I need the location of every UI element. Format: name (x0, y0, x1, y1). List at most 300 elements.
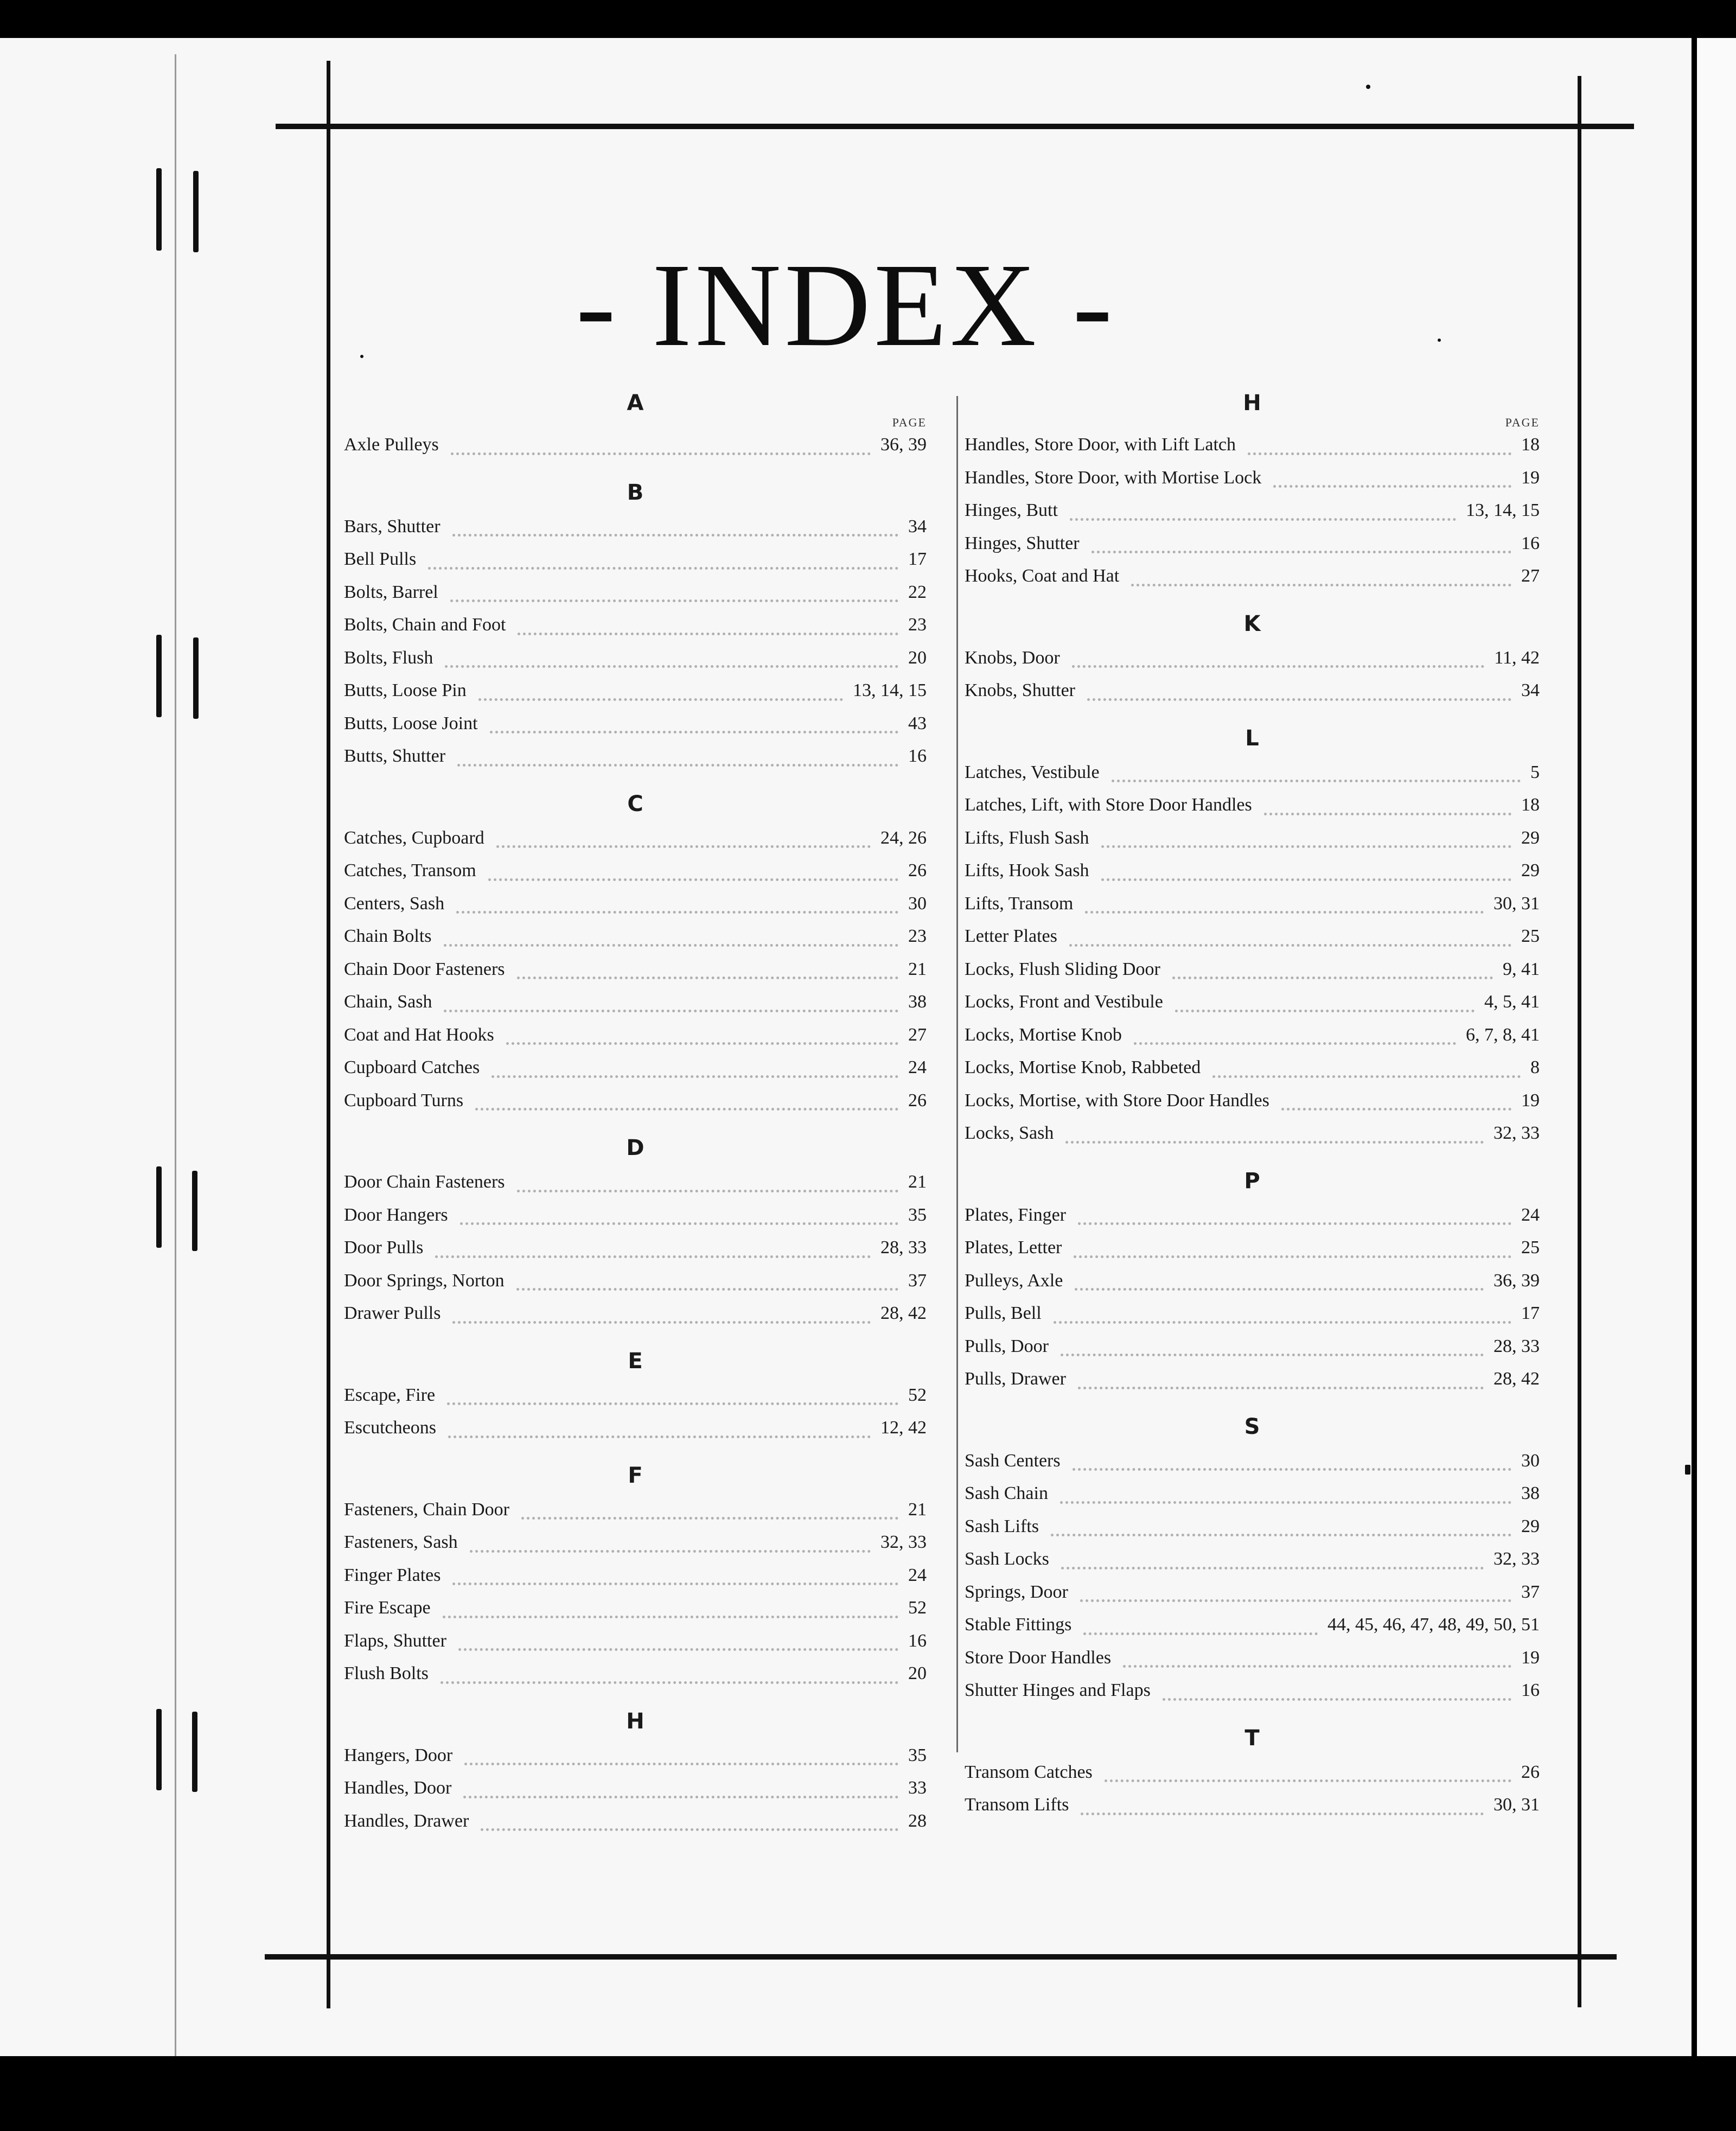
entry-page-number: 28 (908, 1810, 927, 1831)
entry-term: Door Springs, Norton (344, 1270, 505, 1291)
dot-leader (490, 731, 898, 733)
entry-term: Fire Escape (344, 1598, 431, 1618)
index-entry (344, 674, 927, 707)
index-entry (344, 854, 927, 888)
entry-term: Handles, Drawer (344, 1810, 469, 1831)
dot-leader (1123, 1665, 1511, 1668)
entry-term: Plates, Letter (965, 1237, 1062, 1258)
entry-term: Locks, Front and Vestibule (965, 992, 1163, 1012)
index-column-left (344, 385, 927, 1843)
entry-page-number: 17 (908, 549, 927, 569)
entry-page-number: 44, 45, 46, 47, 48, 49, 50, 51 (1327, 1615, 1540, 1635)
entry-page-number: 13, 14, 15 (1466, 500, 1540, 520)
index-entry (965, 789, 1540, 822)
index-entry (965, 1117, 1540, 1150)
index-entry (965, 1265, 1540, 1298)
entry-term: Flush Bolts (344, 1663, 429, 1683)
dot-leader (1075, 1288, 1484, 1291)
entry-page-number: 24, 26 (880, 827, 927, 848)
entry-page-number: 18 (1521, 435, 1540, 455)
entry-page-number: 30, 31 (1494, 1795, 1540, 1815)
section-letter: P (1244, 1168, 1260, 1194)
entry-page-number: 9, 41 (1503, 959, 1540, 979)
entry-term: Butts, Loose Pin (344, 680, 467, 700)
entry-term: Butts, Loose Joint (344, 713, 478, 733)
index-entry (344, 1772, 927, 1805)
dot-leader (1175, 1010, 1475, 1012)
ink-speck (1685, 1465, 1690, 1475)
entry-term: Stable Fittings (965, 1615, 1072, 1635)
index-entry (344, 511, 927, 544)
entry-page-number: 30 (1521, 1450, 1540, 1471)
index-entry (965, 1756, 1540, 1789)
entry-page-number: 28, 42 (1494, 1369, 1540, 1389)
entry-page-number: 26 (908, 1090, 927, 1111)
entry-term: Locks, Mortise, with Store Door Handles (965, 1090, 1269, 1111)
dot-leader (451, 452, 871, 455)
entry-page-number: 21 (908, 1499, 927, 1520)
entry-page-number: 38 (908, 992, 927, 1012)
entry-page-number: 24 (908, 1565, 927, 1585)
entry-page-number: 32, 33 (1494, 1123, 1540, 1143)
index-entry (344, 1494, 927, 1527)
entry-term: Hangers, Door (344, 1745, 453, 1765)
dot-leader (1065, 1141, 1484, 1144)
entry-term: Lifts, Transom (965, 893, 1074, 914)
index-section-p (965, 1156, 1540, 1396)
entry-page-number: 27 (1521, 566, 1540, 586)
entry-page-number: 25 (1521, 926, 1540, 946)
dot-leader (445, 665, 898, 668)
entry-page-number: 19 (1521, 1090, 1540, 1111)
index-entry (344, 1265, 927, 1298)
dot-leader (517, 1190, 898, 1192)
entry-page-number: 35 (908, 1745, 927, 1765)
dot-leader (447, 1402, 898, 1405)
entry-term: Finger Plates (344, 1565, 441, 1585)
index-section-d (344, 1122, 927, 1330)
dot-leader (450, 599, 898, 602)
index-entry (344, 1232, 927, 1265)
entry-page-number: 52 (908, 1598, 927, 1618)
index-entry (344, 986, 927, 1019)
section-letter: L (1245, 725, 1259, 751)
entry-term: Latches, Lift, with Store Door Handles (965, 795, 1252, 815)
entry-page-number: 24 (1521, 1204, 1540, 1225)
entry-page-number: 29 (1521, 827, 1540, 848)
entry-term: Lifts, Flush Sash (965, 827, 1089, 848)
entry-term: Store Door Handles (965, 1647, 1112, 1668)
index-entry (965, 1232, 1540, 1265)
dot-leader (443, 1616, 898, 1618)
entry-term: Bolts, Chain and Foot (344, 615, 506, 635)
index-entry (965, 1199, 1540, 1232)
index-entry (344, 953, 927, 986)
entry-page-number: 11, 42 (1494, 647, 1540, 668)
dot-leader (478, 698, 843, 701)
dot-leader (448, 1435, 871, 1438)
facing-page-edge (1692, 38, 1736, 2056)
entry-page-number: 22 (908, 582, 927, 602)
dot-leader (1051, 1534, 1511, 1536)
index-entry (965, 1789, 1540, 1822)
index-entry (344, 1412, 927, 1445)
entry-term: Bolts, Barrel (344, 582, 438, 602)
index-entry (965, 986, 1540, 1019)
binding-mark (193, 637, 199, 719)
dot-leader (1101, 845, 1511, 848)
index-entry (344, 576, 927, 609)
entry-term: Pulls, Drawer (965, 1369, 1066, 1389)
index-entry (965, 674, 1540, 707)
dot-leader (1080, 1599, 1511, 1602)
entry-term: Springs, Door (965, 1581, 1068, 1602)
entry-page-number: 38 (1521, 1483, 1540, 1503)
entry-page-number: 23 (908, 615, 927, 635)
entry-term: Chain Door Fasteners (344, 959, 505, 979)
entry-term: Hinges, Butt (965, 500, 1058, 520)
entry-term: Sash Locks (965, 1549, 1049, 1569)
entry-term: Transom Lifts (965, 1795, 1069, 1815)
index-entry (965, 1330, 1540, 1363)
dot-leader (1061, 1567, 1484, 1569)
dot-leader (475, 1108, 898, 1111)
index-entry (344, 1084, 927, 1118)
entry-term: Locks, Flush Sliding Door (965, 959, 1160, 979)
entry-term: Catches, Transom (344, 860, 476, 881)
entry-page-number: 20 (908, 647, 927, 668)
index-section-k (965, 598, 1540, 707)
section-letter: S (1244, 1414, 1260, 1439)
index-entry (965, 822, 1540, 855)
index-entry (344, 642, 927, 675)
index-entry (965, 953, 1540, 986)
entry-page-number: 34 (908, 516, 927, 537)
page-title: - INDEX - (576, 239, 1116, 371)
dot-leader (1264, 813, 1511, 815)
dot-leader (460, 1222, 898, 1225)
index-entry (344, 822, 927, 855)
index-section-s (965, 1401, 1540, 1707)
entry-page-number: 17 (1521, 1303, 1540, 1323)
index-entry (965, 854, 1540, 888)
entry-term: Locks, Mortise Knob (965, 1024, 1122, 1045)
entry-term: Flaps, Shutter (344, 1630, 446, 1651)
dot-leader (1069, 944, 1511, 947)
dot-leader (1073, 1468, 1511, 1471)
entry-term: Bars, Shutter (344, 516, 441, 537)
dot-leader (1085, 911, 1484, 914)
index-entry (344, 1379, 927, 1412)
entry-page-number: 6, 7, 8, 41 (1466, 1024, 1540, 1045)
index-entry (344, 1051, 927, 1084)
dot-leader (452, 534, 898, 537)
entry-page-number: 37 (908, 1270, 927, 1291)
index-entry (965, 560, 1540, 593)
index-entry (965, 429, 1540, 462)
entry-page-number: 16 (1521, 1680, 1540, 1700)
entry-term: Knobs, Door (965, 647, 1060, 668)
entry-page-number: 52 (908, 1384, 927, 1405)
dot-leader (481, 1828, 898, 1831)
index-entry (965, 1019, 1540, 1052)
dot-leader (1163, 1698, 1511, 1701)
binding-mark (192, 1171, 197, 1251)
binding-mark (156, 1166, 162, 1248)
index-entry (965, 494, 1540, 527)
index-entry (965, 1642, 1540, 1675)
index-entry (965, 1084, 1540, 1118)
entry-term: Transom Catches (965, 1762, 1093, 1782)
dot-leader (1087, 698, 1511, 701)
entry-page-number: 16 (908, 746, 927, 766)
section-letter: C (627, 791, 643, 816)
index-entry (965, 1510, 1540, 1543)
section-letter: B (627, 480, 644, 505)
index-entry (965, 1477, 1540, 1510)
index-entry (965, 1445, 1540, 1478)
dot-leader (518, 633, 898, 635)
index-entry (965, 888, 1540, 921)
entry-term: Pulls, Bell (965, 1303, 1042, 1323)
entry-term: Hinges, Shutter (965, 533, 1080, 553)
entry-page-number: 26 (1521, 1762, 1540, 1782)
index-entry (344, 1739, 927, 1772)
entry-page-number: 20 (908, 1663, 927, 1683)
column-divider (956, 396, 958, 1752)
page-column-header: PAGE (892, 416, 927, 429)
dot-leader (1060, 1501, 1511, 1504)
dot-leader (1092, 551, 1511, 553)
entry-term: Door Hangers (344, 1204, 448, 1225)
entry-term: Hooks, Coat and Hat (965, 566, 1120, 586)
index-section-h (965, 385, 1540, 593)
index-section-t (965, 1713, 1540, 1822)
index-entry (965, 1051, 1540, 1084)
entry-page-number: 43 (908, 713, 927, 733)
index-section-e (344, 1336, 927, 1445)
index-entry (344, 740, 927, 773)
entry-page-number: 21 (908, 959, 927, 979)
section-letter: E (628, 1348, 643, 1374)
index-entry (965, 527, 1540, 560)
index-entry (344, 543, 927, 576)
entry-term: Catches, Cupboard (344, 827, 484, 848)
dot-leader (492, 1075, 898, 1078)
binding-mark (192, 1712, 197, 1792)
entry-page-number: 28, 33 (880, 1237, 927, 1258)
index-entry (344, 1297, 927, 1330)
entry-page-number: 35 (908, 1204, 927, 1225)
dot-leader (1273, 485, 1511, 488)
index-entry (344, 1526, 927, 1559)
dot-leader (521, 1517, 898, 1520)
entry-page-number: 13, 14, 15 (853, 680, 927, 700)
section-letter: H (1243, 391, 1261, 416)
entry-page-number: 29 (1521, 860, 1540, 881)
entry-page-number: 29 (1521, 1516, 1540, 1536)
entry-page-number: 32, 33 (880, 1532, 927, 1552)
index-entry (344, 1019, 927, 1052)
index-entry (965, 1609, 1540, 1642)
dot-leader (456, 911, 898, 914)
entry-page-number: 16 (1521, 533, 1540, 553)
entry-page-number: 12, 42 (880, 1418, 927, 1438)
dot-leader (441, 1681, 898, 1684)
page-column-header: PAGE (1505, 416, 1540, 429)
index-section-l (965, 713, 1540, 1150)
entry-term: Cupboard Turns (344, 1090, 464, 1111)
dot-leader (1101, 878, 1512, 881)
index-entry (344, 609, 927, 642)
dot-leader (1074, 1255, 1511, 1258)
entry-term: Coat and Hat Hooks (344, 1024, 494, 1045)
dot-leader (1248, 452, 1511, 455)
ink-speck (1366, 85, 1370, 89)
index-entry (965, 1543, 1540, 1576)
dot-leader (1281, 1108, 1511, 1111)
entry-term: Fasteners, Sash (344, 1532, 458, 1552)
dot-leader (516, 1288, 898, 1291)
section-letter: H (626, 1708, 644, 1734)
entry-page-number: 30, 31 (1494, 893, 1540, 914)
entry-term: Sash Centers (965, 1450, 1061, 1471)
entry-page-number: 30 (908, 893, 927, 914)
dot-leader (488, 878, 898, 881)
index-entry (965, 642, 1540, 675)
dot-leader (444, 944, 898, 947)
entry-term: Sash Lifts (965, 1516, 1039, 1536)
entry-term: Drawer Pulls (344, 1303, 441, 1323)
entry-term: Lifts, Hook Sash (965, 860, 1089, 881)
index-entry (344, 429, 927, 462)
entry-term: Latches, Vestibule (965, 762, 1100, 782)
entry-term: Butts, Shutter (344, 746, 446, 766)
entry-page-number: 16 (908, 1630, 927, 1651)
dot-leader (1083, 1632, 1318, 1635)
dot-leader (506, 1042, 898, 1045)
dot-leader (1105, 1779, 1511, 1782)
index-entry (344, 1657, 927, 1690)
index-entry (344, 888, 927, 921)
section-letter: A (627, 391, 644, 416)
entry-term: Fasteners, Chain Door (344, 1499, 510, 1520)
index-entry (344, 707, 927, 741)
index-section-f (344, 1450, 927, 1690)
entry-term: Cupboard Catches (344, 1057, 480, 1077)
dot-leader (1131, 584, 1511, 586)
index-entry (965, 1363, 1540, 1396)
dot-leader (517, 977, 898, 979)
dot-leader (458, 1648, 898, 1651)
dot-leader (1212, 1075, 1521, 1078)
entry-page-number: 33 (908, 1778, 927, 1798)
section-letter: D (626, 1135, 644, 1160)
index-entry (344, 1625, 927, 1658)
index-entry (344, 920, 927, 953)
entry-term: Locks, Mortise Knob, Rabbeted (965, 1057, 1201, 1077)
entry-page-number: 28, 33 (1494, 1336, 1540, 1356)
section-letter: K (1243, 611, 1261, 636)
entry-page-number: 4, 5, 41 (1484, 992, 1540, 1012)
entry-page-number: 25 (1521, 1237, 1540, 1258)
section-letter: F (628, 1463, 643, 1488)
entry-term: Pulleys, Axle (965, 1270, 1063, 1291)
entry-term: Door Pulls (344, 1237, 424, 1258)
entry-page-number: 36, 39 (1494, 1270, 1540, 1291)
index-entry (344, 1166, 927, 1199)
entry-page-number: 28, 42 (880, 1303, 927, 1323)
dot-leader (1078, 1387, 1484, 1389)
entry-term: Handles, Door (344, 1778, 452, 1798)
index-entry (344, 1805, 927, 1838)
entry-term: Locks, Sash (965, 1123, 1054, 1143)
dot-leader (1061, 1354, 1484, 1356)
entry-page-number: 34 (1521, 680, 1540, 700)
entry-page-number: 18 (1521, 795, 1540, 815)
index-entry (965, 1576, 1540, 1609)
index-entry (965, 462, 1540, 495)
dot-leader (1054, 1321, 1511, 1324)
entry-term: Chain Bolts (344, 926, 432, 946)
entry-term: Escape, Fire (344, 1384, 436, 1405)
entry-term: Chain, Sash (344, 992, 432, 1012)
section-letter: T (1244, 1725, 1260, 1751)
entry-page-number: 23 (908, 926, 927, 946)
entry-term: Pulls, Door (965, 1336, 1049, 1356)
dot-leader (1134, 1042, 1456, 1045)
top-border-rule (276, 124, 1634, 129)
entry-page-number: 26 (908, 860, 927, 881)
entry-page-number: 27 (908, 1024, 927, 1045)
dot-leader (435, 1255, 871, 1258)
entry-page-number: 32, 33 (1494, 1549, 1540, 1569)
entry-term: Letter Plates (965, 926, 1057, 946)
entry-term: Axle Pulleys (344, 435, 439, 455)
index-section-b (344, 467, 927, 773)
entry-term: Escutcheons (344, 1418, 436, 1438)
dot-leader (1172, 977, 1493, 979)
entry-page-number: 5 (1530, 762, 1540, 782)
entry-term: Handles, Store Door, with Mortise Lock (965, 467, 1262, 488)
entry-term: Sash Chain (965, 1483, 1048, 1503)
entry-page-number: 19 (1521, 467, 1540, 488)
entry-page-number: 8 (1530, 1057, 1540, 1077)
dot-leader (1072, 665, 1485, 668)
dot-leader (1081, 1813, 1484, 1815)
bottom-border-rule (265, 1954, 1617, 1960)
entry-page-number: 36, 39 (880, 435, 927, 455)
entry-page-number: 21 (908, 1172, 927, 1192)
entry-term: Knobs, Shutter (965, 680, 1075, 700)
index-entry (965, 920, 1540, 953)
entry-term: Bolts, Flush (344, 647, 433, 668)
dot-leader (463, 1796, 898, 1798)
entry-term: Centers, Sash (344, 893, 445, 914)
dot-leader (428, 567, 898, 570)
binding-mark (156, 1709, 162, 1790)
index-entry (965, 1674, 1540, 1707)
index-column-right (965, 385, 1540, 1827)
index-entry (965, 756, 1540, 789)
entry-page-number: 24 (908, 1057, 927, 1077)
dot-leader (464, 1763, 898, 1765)
dot-leader (1078, 1222, 1511, 1225)
index-section-h (344, 1696, 927, 1838)
index-section-a (344, 385, 927, 462)
dot-leader (496, 845, 871, 848)
index-entry (344, 1559, 927, 1592)
